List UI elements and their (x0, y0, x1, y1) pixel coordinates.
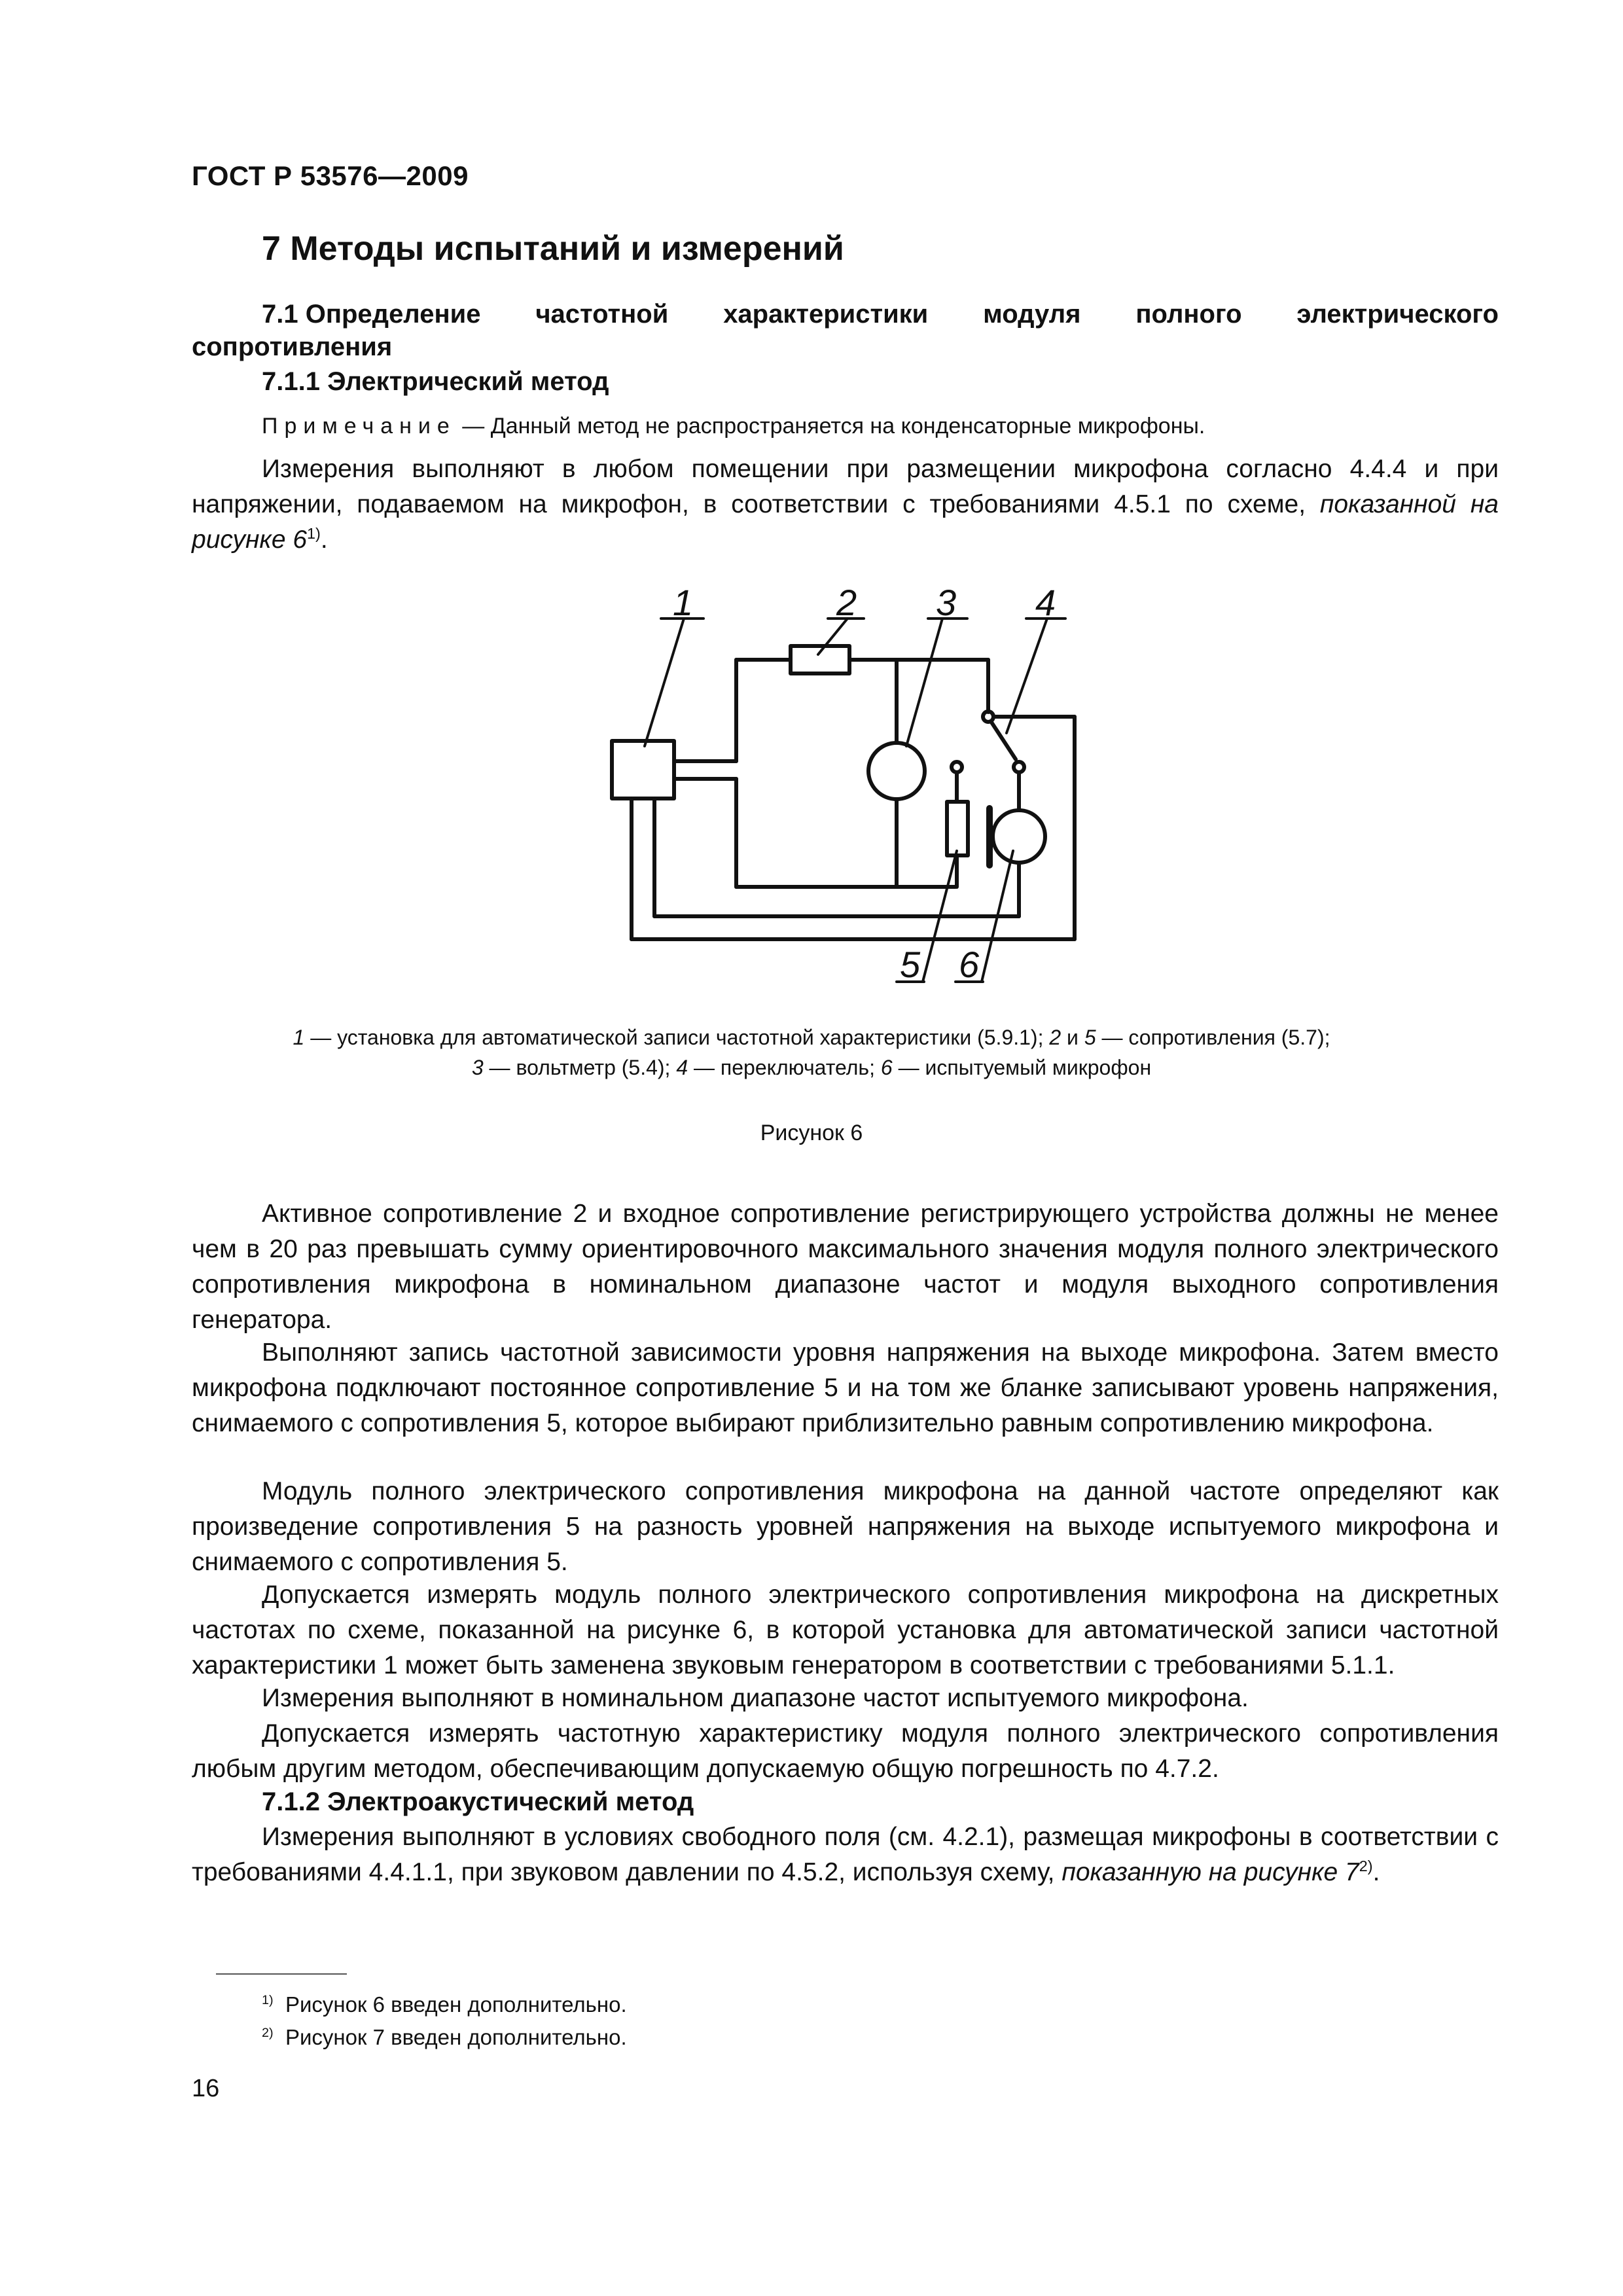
footnote-ref-1: 1) (307, 525, 321, 542)
paragraph-6: Измерения выполняют в номинальном диапазоне частот испытуемого микрофона. (262, 1684, 1249, 1712)
voltmeter-3-symbol (868, 743, 925, 799)
unit-1-box (612, 741, 674, 798)
figure-caption-line-1 (0, 1022, 1623, 1052)
caption-num: 4 (676, 1056, 688, 1079)
label-4: 4 (1035, 582, 1056, 623)
subsection-7-1-heading-line2: сопротивления (192, 332, 393, 361)
note-label: Примечание (262, 414, 456, 439)
caption-num: 1 (293, 1026, 305, 1049)
label-1: 1 (673, 582, 694, 623)
switch-4-blade (991, 721, 1016, 759)
paragraph-4: Модуль полного электрического сопротивления микрофона на данной частоте определяют как произведение сопротивления 5 на разность уровней напряжения на выходе испытуемого микрофона и снимаемого с сопротивления 5. (192, 1477, 1499, 1576)
document-header: ГОСТ Р 53576—2009 (192, 160, 469, 191)
subsection-7-1-1-heading: 7.1.1 Электрический метод (262, 367, 609, 396)
leader-1 (645, 619, 684, 746)
leader-3 (906, 619, 942, 746)
heading-word: 7.1 Определение (262, 300, 481, 329)
figure-title: Рисунок 6 (760, 1121, 863, 1145)
paragraph-8-end: . (1372, 1858, 1380, 1886)
label-2: 2 (836, 582, 857, 623)
heading-word: характеристики (723, 300, 929, 329)
footnote-mark: 1) (262, 1993, 274, 2007)
paragraph-3: Выполняют запись частотной зависимости уровня напряжения на выходе микрофона. Затем вместо микрофона подключают постоянное сопротивление 5 и на том же бланке записывают уровень напряжения, снимаемого с сопротивления 5, которое выбирают приблизительно равным сопротивлению микрофона. (192, 1338, 1499, 1437)
leader-2 (818, 619, 847, 655)
footnote-2 (262, 2022, 627, 2053)
paragraph-7: Допускается измерять частотную характеристику модуля полного электрического сопротивления любым другим методом, обеспечивающим допускаемую общую погрешность по 4.7.2. (192, 1719, 1499, 1783)
footnote-1 (262, 1990, 627, 2020)
subsection-7-1-2-heading: 7.1.2 Электроакустический метод (262, 1787, 694, 1816)
footnote-text: Рисунок 6 введен дополнительно. (285, 1992, 627, 2017)
paragraph-8 (192, 1820, 1499, 1890)
paragraph-1-italic: показанной на рисунке 6 (192, 490, 1499, 554)
paragraph-1-text: Измерения выполняют в любом помещении при размещении микрофона согласно 4.4.4 и при напряжении, подаваемом на микрофон, в соответствии с требованиями 4.5.1 по схеме, (192, 455, 1499, 518)
paragraph-8-italic: показанную на рисунке 7 (1061, 1858, 1359, 1886)
footnote-mark: 2) (262, 2026, 274, 2040)
footnote-text: Рисунок 7 введен дополнительно. (285, 2025, 627, 2049)
heading-word: электрического (1296, 300, 1499, 329)
label-3: 3 (936, 582, 957, 623)
heading-word: частотной (535, 300, 669, 329)
caption-text: — сопротивления (5.7); (1096, 1026, 1330, 1049)
footnote-separator (216, 1973, 347, 1975)
note-text: — Данный метод не распространяется на конденсаторные микрофоны. (455, 414, 1205, 439)
caption-num: 2 (1049, 1026, 1061, 1049)
heading-word: модуля (983, 300, 1081, 329)
paragraph-2: Активное сопротивление 2 и входное сопротивление регистрирующего устройства должны не менее чем в 20 раз превышать сумму ориентировочного максимального значения модуля полного электрического сопротивления микрофона в номинальном диапазоне частот и модуля выходного сопротивления генератора. (192, 1200, 1499, 1334)
caption-text: — испытуемый микрофон (892, 1056, 1152, 1079)
figure-caption-line-2 (0, 1052, 1623, 1083)
paragraph-8-text: Измерения выполняют в условиях свободного поля (см. 4.2.1), размещая микрофоны в соответствии с требованиями 4.4.1.1, при звуковом давлении по 4.5.2, используя схему, (192, 1823, 1499, 1886)
caption-text: — установка для автоматической записи частотной характеристики (5.9.1); (304, 1026, 1050, 1049)
caption-text: и (1061, 1026, 1084, 1049)
page-number: 16 (192, 2075, 220, 2102)
footnote-ref-2: 2) (1359, 1857, 1373, 1874)
section-title: 7 Методы испытаний и измерений (262, 230, 844, 268)
caption-num: 3 (471, 1056, 484, 1079)
paragraph-1-end: . (320, 526, 328, 554)
caption-num: 6 (880, 1056, 893, 1079)
microphone-6-symbol (993, 810, 1045, 863)
label-5: 5 (900, 944, 921, 985)
paragraph-5: Допускается измерять модуль полного электрического сопротивления микрофона на дискретных частотах по схеме, показанной на рисунке 6, в которой установка для автоматической записи частотной характеристики 1 может быть заменена звуковым генератором в соответствии с требованиями 5.1.1. (192, 1581, 1499, 1679)
caption-text: — вольтметр (5.4); (483, 1056, 677, 1079)
heading-word: полного (1135, 300, 1242, 329)
circuit-diagram (0, 0, 1623, 1047)
label-6: 6 (959, 944, 980, 985)
resistor-5-shape (947, 802, 968, 855)
caption-num: 5 (1084, 1026, 1096, 1049)
caption-text: — переключатель; (688, 1056, 881, 1079)
